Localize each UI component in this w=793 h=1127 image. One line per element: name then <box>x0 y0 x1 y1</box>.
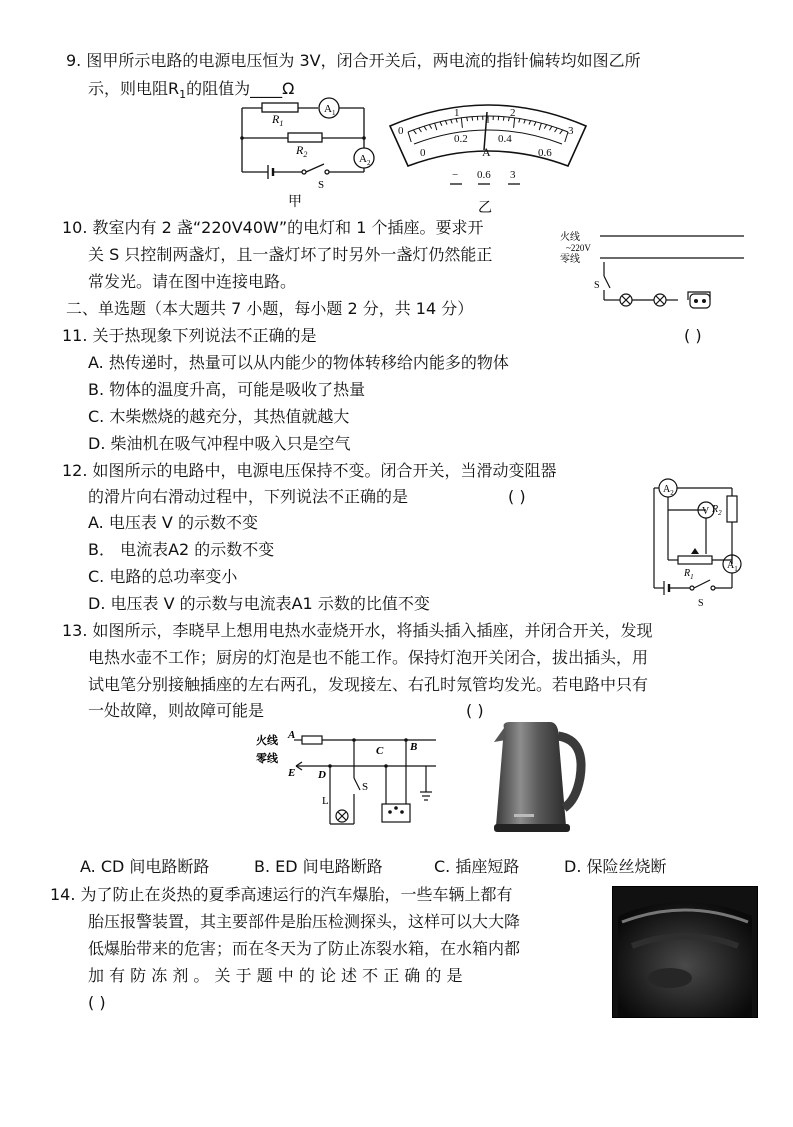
q13-neutral-label: 零线 <box>256 753 278 765</box>
q13-point-d: D <box>318 769 326 781</box>
q12-answer-bracket[interactable]: ( ) <box>508 487 526 506</box>
q12-fig-a1: A <box>727 560 735 571</box>
dial-outer-2: 2 <box>510 107 516 119</box>
q13-option-b[interactable]: B. ED 间电路断路 <box>254 857 383 876</box>
q12-option-b[interactable]: B． 电流表A2 的示数不变 <box>88 540 275 559</box>
q12-fig-r2: R <box>712 504 719 515</box>
q9-fig-a1-sub: 1 <box>331 109 336 117</box>
q13-line4: 一处故障，则故障可能是 <box>88 701 265 720</box>
q12-fig-a2-sub: 2 <box>670 489 674 497</box>
q9-fig-a2: A <box>359 153 367 165</box>
q14-line3: 低爆胎带来的危害；而在冬天为了防止冻裂水箱，在水箱内都 <box>88 939 521 958</box>
q13-line3: 试电笔分别接触插座的左右两孔，发现接左、右孔时氖管均发光。若电路中只有 <box>88 675 649 694</box>
dial-outer-1: 1 <box>454 107 460 119</box>
svg-text:A1 <box>727 560 738 573</box>
q9-r1-symbol: R <box>168 79 180 98</box>
q10-line3: 常发光。请在图中连接电路。 <box>88 272 297 291</box>
q13-circuit-figure <box>256 726 452 830</box>
dial-inner-2: 0.4 <box>498 133 512 145</box>
q12-circuit-figure <box>640 476 750 610</box>
q12-fig-r1-sub: 1 <box>690 573 694 581</box>
q13-option-a[interactable]: A. CD 间电路断路 <box>80 857 210 876</box>
q12-line2: 的滑片向右滑动过程中，下列说法不正确的是 <box>88 487 409 506</box>
q13-option-c[interactable]: C. 插座短路 <box>434 857 520 876</box>
q13-point-a: A <box>288 729 296 741</box>
q12-option-d[interactable]: D. 电压表 V 的示数与电流表A1 示数的比值不变 <box>88 594 430 613</box>
q9-fig-r2: R <box>296 143 304 157</box>
q9-caption-yi: 乙 <box>478 201 492 216</box>
q10-voltage-label: ~220V <box>566 243 591 253</box>
dial-unit: A <box>482 145 491 159</box>
q9-fig-a1: A <box>324 103 332 115</box>
q9-caption-jia: 甲 <box>288 195 302 210</box>
q14-line1: 14. 为了防止在炎热的夏季高速运行的汽车爆胎，一些车辆上都有 <box>50 885 513 904</box>
q9-line2-post: 的阻值为 <box>186 79 251 98</box>
dial-tick <box>503 117 504 121</box>
q11-option-c[interactable]: C. 木柴燃烧的越充分，其热值就越大 <box>88 407 350 426</box>
q10-switch-label: S <box>594 280 600 291</box>
svg-text:A1 <box>324 103 336 117</box>
dial-outer-0: 0 <box>398 125 404 137</box>
q13-answer-bracket[interactable]: ( ) <box>466 701 484 720</box>
q10-neutral-label: 零线 <box>560 254 580 265</box>
svg-text:A2 <box>663 484 674 497</box>
q13-lamp-label: L <box>322 795 329 807</box>
q11-option-a[interactable]: A. 热传递时，热量可以从内能少的物体转移给内能多的物体 <box>88 353 509 372</box>
q9-fig-a2-sub: 2 <box>366 159 371 167</box>
q12-fig-r1: R <box>684 568 691 579</box>
terminal-minus: − <box>452 169 459 181</box>
svg-text:A2 <box>359 153 371 167</box>
q11-option-b[interactable]: B. 物体的温度升高，可能是吸收了热量 <box>88 380 366 399</box>
q12-fig-a1-sub: 1 <box>734 565 738 573</box>
q9-fig-r1: R <box>272 112 280 126</box>
q14-line2: 胎压报警装置，其主要部件是胎压检测探头，这样可以大大降 <box>88 912 521 931</box>
q13-point-e: E <box>288 767 296 779</box>
q10-live-label: 火线 <box>560 232 580 243</box>
dial-inner-3: 0.6 <box>538 147 552 159</box>
q10-line2: 关 S 只控制两盏灯，且一盏灯坏了时另外一盏灯仍然能正 <box>88 245 493 264</box>
q14-line4: 加 有 防 冻 剂 。 关 于 题 中 的 论 述 不 正 确 的 是 <box>88 966 463 985</box>
svg-text:R1 <box>683 568 694 581</box>
kettle-photo <box>490 718 590 836</box>
q9-r1-sub: 1 <box>179 88 187 102</box>
q12-option-c[interactable]: C. 电路的总功率变小 <box>88 567 238 586</box>
dial-inner-0: 0 <box>420 147 426 159</box>
q12-fig-r2-sub: 2 <box>718 509 722 517</box>
q11-stem: 11. 关于热现象下列说法不正确的是 <box>62 326 317 345</box>
q9-fig-s: S <box>318 179 325 191</box>
q10-wiring-figure <box>560 226 746 312</box>
q13-option-d[interactable]: D. 保险丝烧断 <box>564 857 667 876</box>
q13-live-label: 火线 <box>256 735 278 747</box>
q11-option-d[interactable]: D. 柴油机在吸气冲程中吸入只是空气 <box>88 434 351 453</box>
q9-ammeter-yi <box>384 96 592 216</box>
tire-photo <box>612 886 758 1018</box>
section2-heading: 二、单选题（本大题共 7 小题，每小题 2 分，共 14 分） <box>66 299 474 318</box>
q12-fig-a2: A <box>663 484 671 495</box>
q9-circuit-jia <box>232 96 382 214</box>
q11-answer-bracket[interactable]: ( ) <box>684 326 702 345</box>
q9-unit: Ω <box>282 79 295 98</box>
terminal-3: 3 <box>510 169 516 181</box>
q9-fig-r1-sub: 1 <box>279 119 284 128</box>
dial-inner-1: 0.2 <box>454 133 468 145</box>
q9-line1: 9. 图甲所示电路的电源电压恒为 3V，闭合开关后，两电流的指针偏转均如图乙所 <box>66 51 641 70</box>
q13-line2: 电热水壶不工作；厨房的灯泡是也不能工作。保持灯泡开关闭合，拔出插头，用 <box>88 648 649 667</box>
q13-line1: 13. 如图所示，李晓早上想用电热水壶烧开水，将插头插入插座，并闭合开关，发现 <box>62 621 653 640</box>
q9-answer-blank[interactable]: ____ <box>250 79 283 98</box>
q12-fig-v: V <box>702 506 710 517</box>
q13-point-b: B <box>410 741 418 753</box>
q12-fig-s: S <box>698 598 704 609</box>
q9-fig-r2-sub: 2 <box>303 150 308 159</box>
q12-line1: 12. 如图所示的电路中，电源电压保持不变。闭合开关，当滑动变阻器 <box>62 461 557 480</box>
svg-text:R1 <box>271 112 283 128</box>
q13-point-c: C <box>376 745 384 757</box>
terminal-06: 0.6 <box>477 169 491 181</box>
q10-line1: 10. 教室内有 2 盏“220V40W”的电灯和 1 个插座。要求开 <box>62 218 484 237</box>
q13-switch-label: S <box>362 781 369 793</box>
q12-option-a[interactable]: A. 电压表 V 的示数不变 <box>88 513 258 532</box>
q14-line5[interactable]: ( ) <box>88 993 106 1012</box>
dial-outer-3: 3 <box>568 125 574 137</box>
dial-tick <box>472 117 473 121</box>
svg-text:R2 <box>295 143 307 159</box>
q9-line2-pre: 示，则电阻 <box>88 79 169 98</box>
